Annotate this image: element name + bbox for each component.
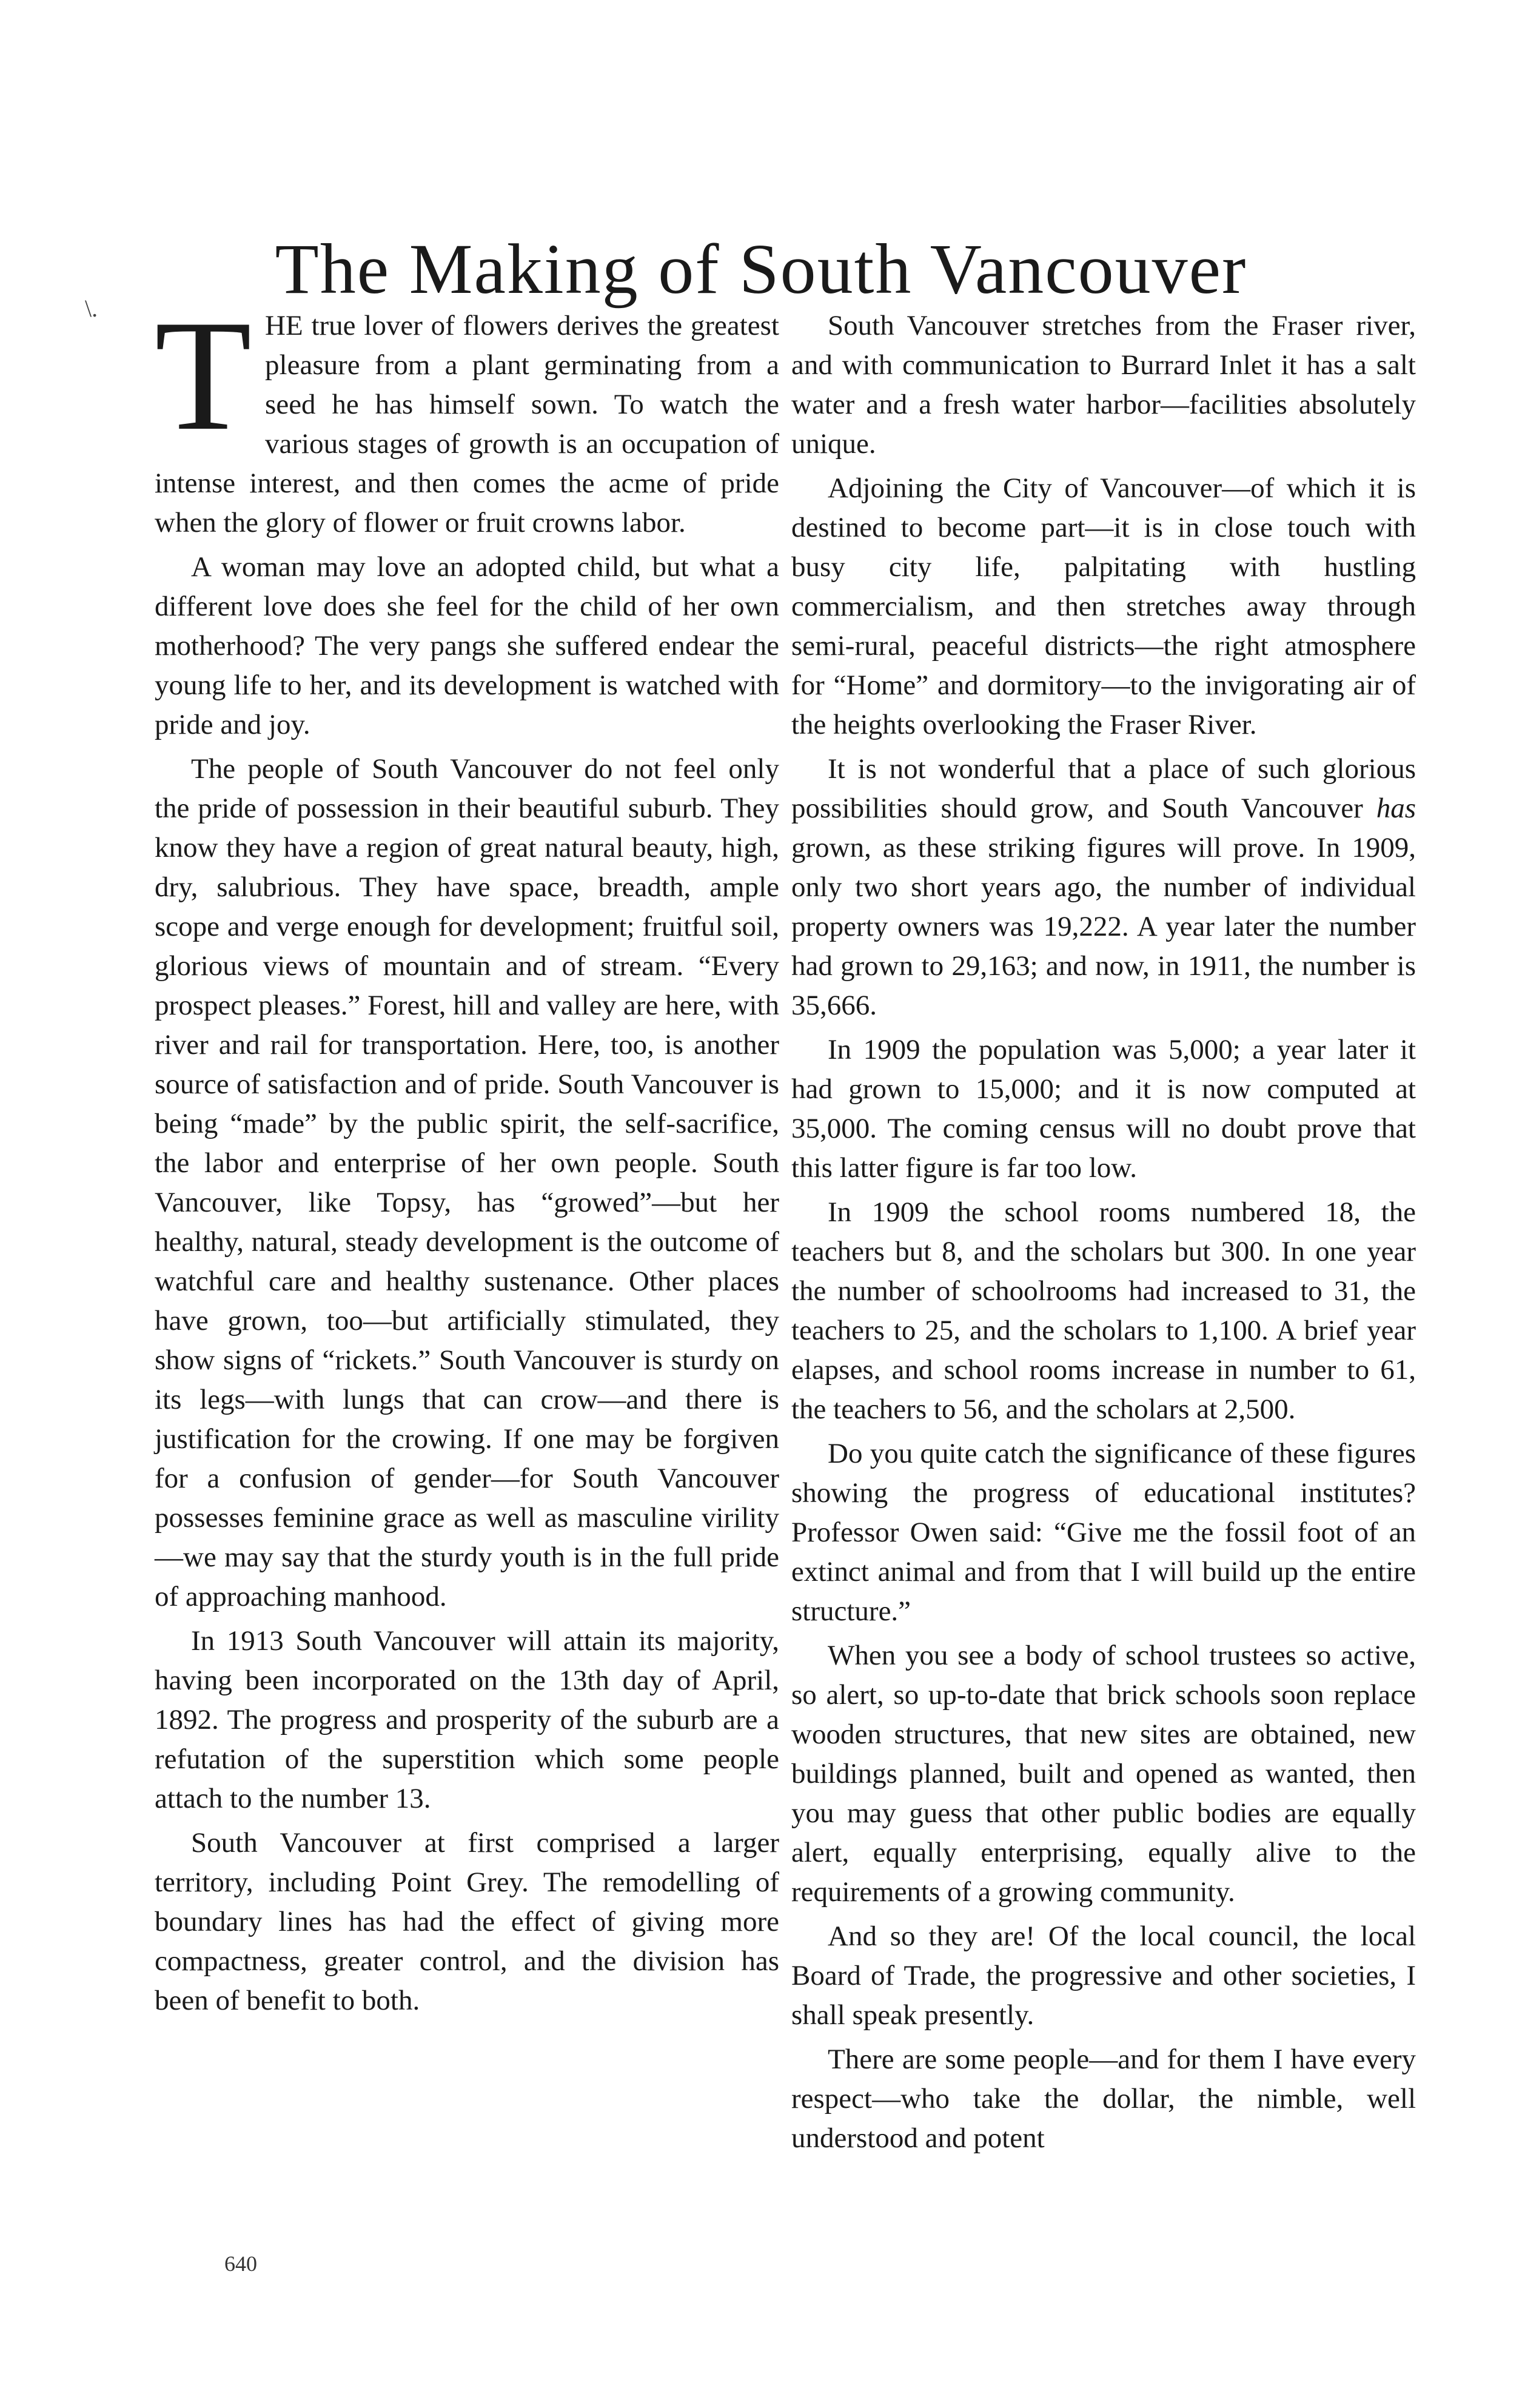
drop-cap: T (155, 287, 252, 463)
left-paragraph-4: In 1913 South Vancouver will attain its majority, having been incorporated on the 13th day of April, 1892. The progress and prosperity of the suburb are a refutation of the superstition which some people attach to the number 13. (155, 1625, 779, 1814)
right-paragraph-3-start: It is not wonderful that a place of such glorious possibilities should grow, and South Vancouver (791, 753, 1416, 824)
margin-mark: \. (85, 295, 98, 322)
right-paragraph-8: And so they are! Of the local council, the local Board of Trade, the progressive and other societies, I shall speak presently. (791, 1920, 1416, 2031)
right-paragraph-3-end: grown, as these striking figures will prove. In 1909, only two short years ago, the number of individual property owners was 19,222. A year later the number had grown to 29,163; and now, in 1911, the number is 35,666. (791, 832, 1416, 1021)
left-column (155, 287, 779, 2025)
right-paragraph-7: When you see a body of school trustees so active, so alert, so up-to-date that brick schools soon replace wooden structures, that new sites are obtained, new buildings planned, built and opened as wanted, then you may guess that other public bodies are equally alert, equally enterprising, equally alive to the requirements of a growing community. (791, 1640, 1416, 1908)
page-number: 640 (224, 2252, 257, 2276)
left-paragraph-3: The people of South Vancouver do not feel only the pride of possession in their beautiful suburb. They know they have a region of great natural beauty, high, dry, salubrious. They have space, breadth, ample scope and verge enough for development; fruitful soil, glorious views of mountain and of stream. “Every prospect pleases.” Forest, hill and valley are here, with river and rail for transportation. Here, too, is another source of satisfaction and of pride. South Vancouver is being “made” by the public spirit, the self-sacrifice, the labor and enterprise of her own people. South Vancouver, like Topsy, has “growed”—but her healthy, natural, steady development is the outcome of watchful care and healthy sustenance. Other places have grown, too—but artificially stimulated, they show signs of “rickets.” South Vancouver is sturdy on its legs—with lungs that can crow—and there is justification for the crowing. If one may be forgiven for a confusion of gender—for South Vancouver possesses feminine grace as well as masculine virility—we may say that the sturdy youth is in the full pride of approaching manhood. (155, 753, 779, 1612)
emphasis-has: has (1376, 793, 1416, 824)
article-title: The Making of South Vancouver (275, 229, 1247, 309)
left-paragraph-1 (155, 287, 779, 543)
right-paragraph-3 (791, 750, 1416, 1025)
left-paragraph-1-text: HE true lover of flowers derives the greatest pleasure from a plant germinating from a seed he has himself sown. To watch the various stages of growth is an occupation of intense interest, and then comes the acme of pride when the glory of flower or fruit crowns labor. (155, 310, 779, 538)
right-paragraph-1: South Vancouver stretches from the Fraser river, and with communication to Burrard Inlet it has a salt water and a fresh water harbor—facilities absolutely unique. (791, 310, 1416, 460)
right-column (791, 306, 1416, 2163)
right-paragraph-2: Adjoining the City of Vancouver—of which it is destined to become part—it is in close touch with busy city life, palpitating with hustling commercialism, and then stretches away through semi-rural, peaceful districts—the right atmosphere for “Home” and dormitory—to the invigorating air of the heights overlooking the Fraser River. (791, 472, 1416, 740)
right-paragraph-5: In 1909 the school rooms numbered 18, the teachers but 8, and the scholars but 300. In one year the number of schoolrooms had increased to 31, the teachers to 25, and the scholars to 1,100. A brief year elapses, and school rooms increase in number to 61, the teachers to 56, and the scholars at 2,500. (791, 1196, 1416, 1425)
left-paragraph-2: A woman may love an adopted child, but what a different love does she feel for the child of her own motherhood? The very pangs she suffered endear the young life to her, and its development is watched with pride and joy. (155, 551, 779, 740)
right-paragraph-6: Do you quite catch the significance of these figures showing the progress of educational institutes? Professor Owen said: “Give me the fossil foot of an extinct animal and from that I will build up the entire structure.” (791, 1438, 1416, 1627)
right-paragraph-4: In 1909 the population was 5,000; a year later it had grown to 15,000; and it is now computed at 35,000. The coming census will no doubt prove that this latter figure is far too low. (791, 1034, 1416, 1184)
left-paragraph-5: South Vancouver at first comprised a larger territory, including Point Grey. The remodelling of boundary lines has had the effect of giving more compactness, greater control, and the division has been of benefit to both. (155, 1827, 779, 2016)
right-paragraph-9: There are some people—and for them I have every respect—who take the dollar, the nimble, well understood and potent (791, 2044, 1416, 2154)
